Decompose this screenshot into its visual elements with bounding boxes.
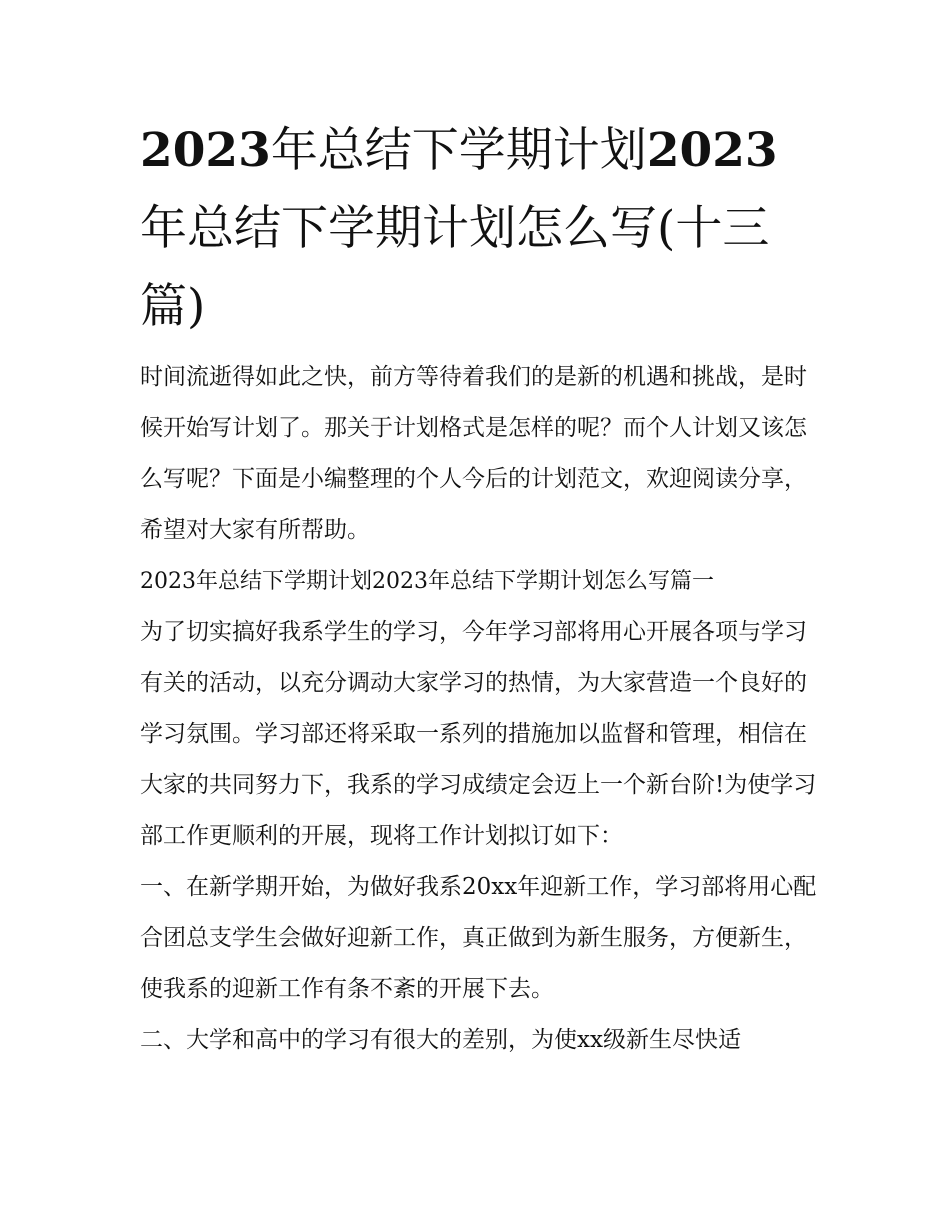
intro-paragraph: 时间流逝得如此之快，前方等待着我们的是新的机遇和挑战，是时候开始写计划了。那关于计划格式是怎样的呢？而个人计划又该怎么写呢？下面是小编整理的个人今后的计划范文，欢迎阅读分享，希望对大家有所帮助。	[140, 364, 807, 543]
document-title	[140, 112, 820, 346]
document-body	[140, 352, 820, 1066]
title-year-1: 2023	[140, 123, 271, 178]
title-text-2: 年总结下学期计划怎么写(十三篇)	[140, 201, 770, 334]
body-paragraph-2: 一、在新学期开始，为做好我系20xx年迎新工作，学习部将用心配合团总支学生会做好迎新工作，真正做到为新生服务，方便新生，使我系的迎新工作有条不紊的开展下去。	[140, 874, 817, 1002]
section-heading: 2023年总结下学期计划2023年总结下学期计划怎么写篇一	[140, 569, 714, 594]
title-year-2: 2023	[646, 123, 778, 178]
body-paragraph-1: 为了切实搞好我系学生的学习，今年学习部将用心开展各项与学习有关的活动，以充分调动大家学习的热情，为大家营造一个良好的学习氛围。学习部还将采取一系列的措施加以监督和管理，相信在大家的共同努力下，我系的学习成绩定会迈上一个新台阶!为使学习部工作更顺利的开展，现将工作计划拟订如下：	[140, 619, 817, 849]
title-text-1: 年总结下学期计划	[270, 123, 647, 178]
body-paragraph-3: 二、大学和高中的学习有很大的差别，为使xx级新生尽快适	[140, 1027, 741, 1053]
